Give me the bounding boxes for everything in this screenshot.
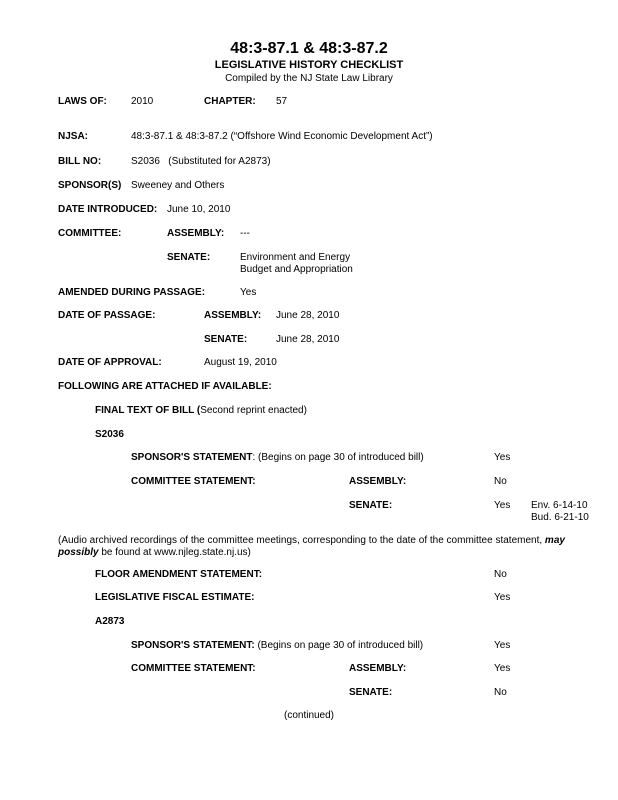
committee-assembly-label: ASSEMBLY:	[167, 228, 225, 239]
document-title: 48:3-87.1 & 48:3-87.2	[230, 40, 388, 57]
committee-senate-value-1: Environment and Energy	[240, 252, 351, 263]
fiscal-estimate-label: LEGISLATIVE FISCAL ESTIMATE:	[95, 592, 255, 603]
committee-senate-label: SENATE:	[167, 252, 211, 263]
bill-no-label: BILL NO:	[58, 156, 102, 167]
a2873-committee-label: COMMITTEE STATEMENT:	[131, 663, 256, 674]
final-text-label: FINAL TEXT OF BILL (	[95, 405, 201, 416]
s2036-sponsor-note: : (Begins on page 30 of introduced bill)	[252, 452, 424, 463]
committee-assembly-value: ---	[240, 228, 250, 239]
date-of-passage-label: DATE OF PASSAGE:	[58, 310, 156, 321]
date-of-approval-value: August 19, 2010	[204, 357, 277, 368]
document-subtitle: LEGISLATIVE HISTORY CHECKLIST	[214, 59, 404, 71]
date-introduced-value: June 10, 2010	[167, 204, 231, 215]
a2873-assembly-value: Yes	[494, 663, 511, 674]
a2873-sponsor-value: Yes	[494, 640, 511, 651]
s2036-assembly-label: ASSEMBLY:	[349, 476, 407, 487]
a2873-senate-label: SENATE:	[349, 687, 393, 698]
audio-note-text-1: (Audio archived recordings of the committee meetings, corresponding to the date of the committee statement,	[58, 535, 545, 546]
s2036-assembly-value: No	[494, 476, 507, 487]
audio-note-text-2: be found at www.njleg.state.nj.us)	[98, 547, 251, 558]
s2036-senate-value: Yes	[494, 500, 511, 511]
committee-label: COMMITTEE:	[58, 228, 122, 239]
floor-amendment-value: No	[494, 569, 507, 580]
s2036-sponsor-label: SPONSOR'S STATEMENT	[131, 452, 253, 463]
audio-note-emphasis: may possibly	[58, 535, 565, 558]
chapter-value: 57	[276, 96, 288, 107]
a2873-senate-value: No	[494, 687, 507, 698]
njsa-value: 48:3-87.1 & 48:3-87.2 (“Offshore Wind Economic Development Act”)	[131, 131, 433, 142]
amended-value: Yes	[240, 287, 257, 298]
compiled-by: Compiled by the NJ State Law Library	[225, 73, 393, 84]
passage-assembly-value: June 28, 2010	[276, 310, 340, 321]
chapter-label: CHAPTER:	[204, 96, 256, 107]
committee-senate-value-2: Budget and Appropriation	[240, 264, 353, 275]
njsa-label: NJSA:	[58, 131, 89, 142]
a2873-heading: A2873	[95, 616, 125, 627]
s2036-senate-label: SENATE:	[349, 500, 393, 511]
attached-heading: FOLLOWING ARE ATTACHED IF AVAILABLE:	[58, 381, 272, 392]
audio-note	[58, 535, 608, 559]
fiscal-estimate-value: Yes	[494, 592, 511, 603]
passage-senate-value: June 28, 2010	[276, 334, 340, 345]
s2036-senate-note-1: Env. 6-14-10	[531, 500, 588, 511]
bill-no-value: S2036 (Substituted for A2873)	[131, 156, 271, 167]
final-text-note: Second reprint enacted)	[200, 405, 307, 416]
continued-note: (continued)	[283, 710, 335, 721]
laws-of-value: 2010	[131, 96, 154, 107]
a2873-assembly-label: ASSEMBLY:	[349, 663, 407, 674]
a2873-sponsor-statement	[131, 640, 423, 652]
date-introduced-label: DATE INTRODUCED:	[58, 204, 158, 215]
passage-senate-label: SENATE:	[204, 334, 248, 345]
passage-assembly-label: ASSEMBLY:	[204, 310, 262, 321]
floor-amendment-label: FLOOR AMENDMENT STATEMENT:	[95, 569, 263, 580]
s2036-heading: S2036	[95, 429, 124, 440]
amended-label: AMENDED DURING PASSAGE:	[58, 287, 206, 298]
s2036-sponsor-value: Yes	[494, 452, 511, 463]
a2873-sponsor-label: SPONSOR'S STATEMENT:	[131, 640, 255, 651]
s2036-senate-note-2: Bud. 6-21-10	[531, 512, 589, 523]
sponsors-label: SPONSOR(S)	[58, 180, 122, 191]
s2036-committee-label: COMMITTEE STATEMENT:	[131, 476, 256, 487]
final-text-line	[95, 405, 307, 417]
sponsors-value: Sweeney and Others	[131, 180, 225, 191]
a2873-sponsor-note: (Begins on page 30 of introduced bill)	[254, 640, 424, 651]
date-of-approval-label: DATE OF APPROVAL:	[58, 357, 162, 368]
s2036-sponsor-statement	[131, 452, 424, 464]
laws-of-label: LAWS OF:	[58, 96, 107, 107]
